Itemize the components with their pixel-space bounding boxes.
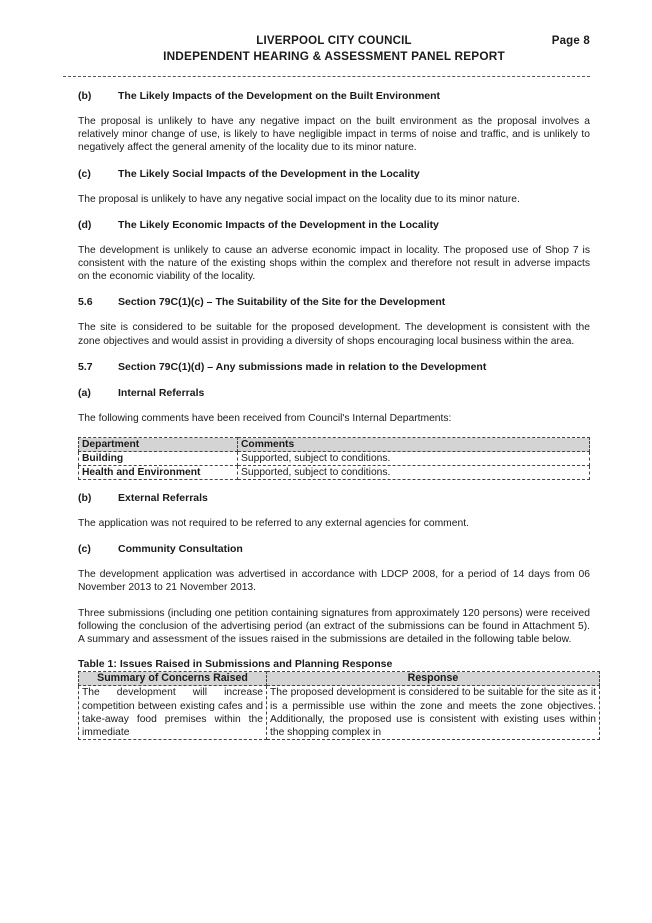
comment-cell: Supported, subject to conditions. [238,466,590,480]
heading-title: Internal Referrals [118,386,205,399]
heading-economic-impacts [78,218,590,232]
heading-title: The Likely Impacts of the Development on the Built Environment [118,90,441,102]
column-header-concerns: Summary of Concerns Raised [79,672,267,686]
council-name: LIVERPOOL CITY COUNCIL [256,35,412,47]
issues-table [78,671,600,740]
heading-title: Section 79C(1)(c) – The Suitability of the Site for the Development [118,296,446,309]
heading-external-referrals [78,491,590,505]
department-cell: Building [79,452,238,466]
paragraph-advertising-period: The development application was advertised in accordance with LDCP 2008, for a period of 14 days from 06 November 2013 to 21 November 2013. [78,569,590,594]
column-header-response: Response [267,672,600,686]
heading-number: 5.7 [78,360,93,373]
table-caption: Table 1: Issues Raised in Submissions and Planning Response [78,658,393,671]
heading-internal-referrals [78,386,590,400]
concern-cell: The development will increase competition between existing cafes and take-away food premises within the immediate [79,686,267,740]
heading-number: 5.6 [78,296,93,309]
report-title: INDEPENDENT HEARING & ASSESSMENT PANEL REPORT [163,49,505,63]
heading-site-suitability [78,295,590,309]
heading-community-consultation [78,542,590,556]
comment-cell: Supported, subject to conditions. [238,452,590,466]
table-row [79,466,590,480]
column-header-department: Department [79,438,238,452]
heading-number: (a) [78,386,91,399]
heading-submissions [78,360,590,374]
table-header-row [79,438,590,452]
heading-title: Community Consultation [118,543,243,556]
column-header-comments: Comments [238,438,590,452]
paragraph-economic-impacts: The development is unlikely to cause an adverse economic impact in locality. The proposed use of Shop 7 is consistent with the nature of the existing shops within the complex and therefore not result in adverse impacts on the economic viability of the locality. [78,244,590,283]
heading-number: (d) [78,218,92,231]
heading-title: Section 79C(1)(d) – Any submissions made in relation to the Development [118,360,487,373]
response-cell: The proposed development is considered to be suitable for the site as it is a permissible use within the zone and meets the zone objectives. Additionally, the proposed use is consistent with existing uses within the shopping complex in [267,686,600,740]
heading-number: (c) [78,543,91,556]
heading-title: The Likely Social Impacts of the Development in the Locality [118,167,420,180]
table-row [79,452,590,466]
page-number: Page 8 [551,35,590,47]
heading-title: External Referrals [118,492,208,505]
department-cell: Health and Environment [79,466,238,480]
heading-number: (b) [78,492,92,505]
heading-built-environment [78,89,590,103]
table-header-row [79,672,600,686]
referrals-table [78,437,590,480]
heading-social-impacts [78,167,590,181]
paragraph-external-referrals: The application was not required to be referred to any external agencies for comment. [78,518,469,530]
paragraph-social-impacts: The proposal is unlikely to have any negative social impact on the locality due to its minor nature. [78,193,520,205]
paragraph-built-environment: The proposal is unlikely to have any negative impact on the built environment as the proposal involves a relatively minor change of use, is likely to have negligible impact in terms of noise and traffic, and is unlikely to negatively affect the general amenity of the locality due to its minor nature. [78,116,590,154]
heading-number: (b) [78,90,92,102]
table-row [79,686,600,740]
paragraph-site-suitability: The site is considered to be suitable for the proposed development. The development is consistent with the zone objectives and would assist in providing a diversity of shops encouraging local business within the area. [78,322,590,347]
report-page [78,34,596,740]
heading-number: (c) [78,167,91,180]
paragraph-submissions-received: Three submissions (including one petition containing signatures from approximately 120 persons) were received following the conclusion of the advertising period (an extract of the submissions can be found in Attachment 5). A summary and assessment of the issues raised in the submissions are detailed in the following table below. [78,607,590,646]
paragraph-internal-referrals: The following comments have been received from Council's Internal Departments: [78,412,452,424]
heading-title: The Likely Economic Impacts of the Development in the Locality [118,218,439,231]
page-header [78,34,590,64]
